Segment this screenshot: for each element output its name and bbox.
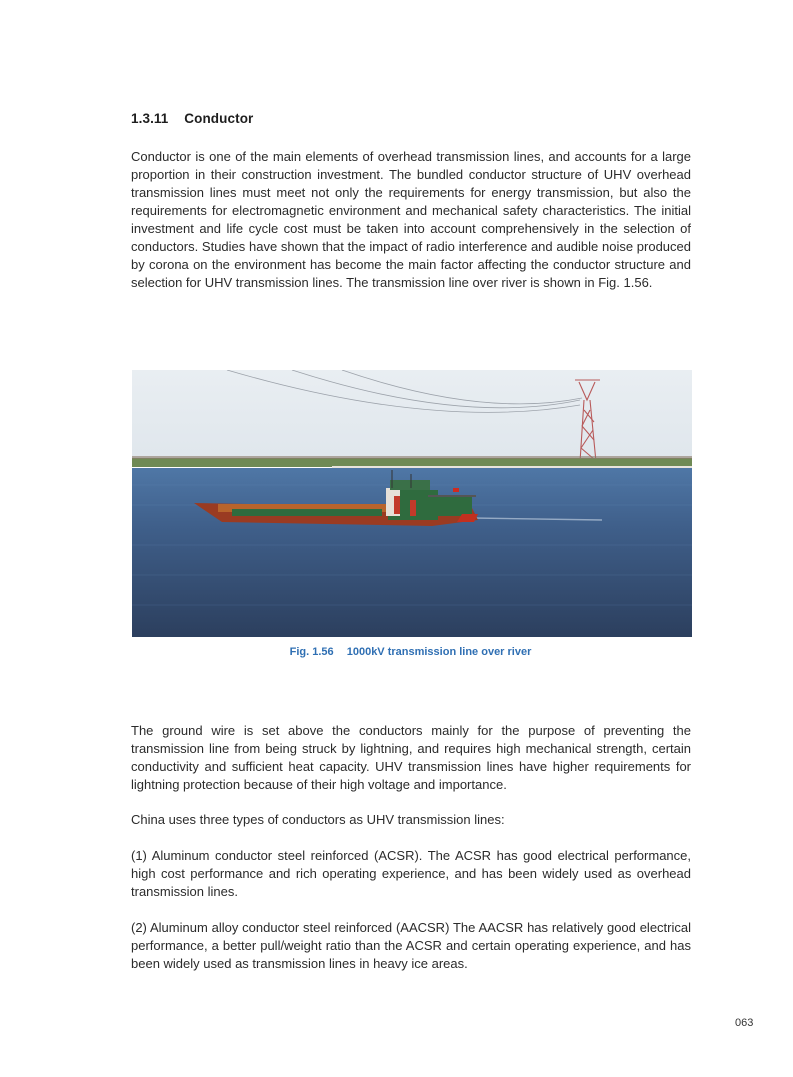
conductor-type-acsr: (1) Aluminum conductor steel reinforced (ACSR). The ACSR has good electrical performance, high cost performance and rich operating experience, and has been widely used as overhead transmission lines. <box>131 848 691 899</box>
conductor-type-aacsr: (2) Aluminum alloy conductor steel reinforced (AACSR) The AACSR has relatively good electrical performance, a better pull/weight ratio than the ACSR and certain operating experience, and has been widely used as transmission lines in heavy ice areas. <box>131 920 691 971</box>
section-title: Conductor <box>184 111 254 126</box>
section-number: 1.3.11 <box>131 111 169 126</box>
figure-number: Fig. 1.56 <box>289 646 334 658</box>
figure-caption-text: 1000kV transmission line over river <box>346 646 532 658</box>
figure-caption <box>0 646 793 658</box>
intro-paragraph: Conductor is one of the main elements of overhead transmission lines, and accounts for a large proportion in their construction investment. The bundled conductor structure of UHV overhead transmission lines must meet not only the requirements for energy transmission, but also the requirements for electromagnetic environment and mechanical safety characteristics. The initial investment and life cycle cost must be taken into account comprehensively in the selection of conductors. Studies have shown that the impact of radio interference and audible noise produced by corona on the environment has become the main factor affecting the conductor structure and selection for UHV transmission lines. The transmission line over river is shown in Fig. 1.56. <box>131 149 691 290</box>
section-heading <box>131 111 253 126</box>
page-number: 063 <box>735 1017 754 1029</box>
conductor-types-intro: China uses three types of conductors as UHV transmission lines: <box>131 812 505 827</box>
figure-image-river-transmission-line <box>132 370 692 637</box>
ground-wire-paragraph: The ground wire is set above the conductors mainly for the purpose of preventing the transmission line from being struck by lightning, and requires high mechanical strength, certain conductivity and sufficient heat capacity. UHV transmission lines have higher requirements for lightning protection because of their high voltage and importance. <box>131 723 691 792</box>
